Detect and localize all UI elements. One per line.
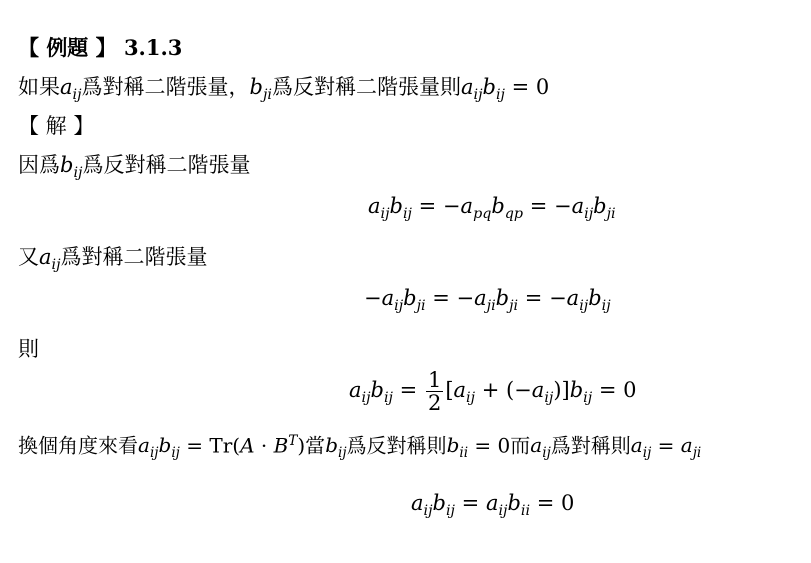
heading-open-bracket: 【 [18,35,39,60]
problem-statement: 如果$a_{ij}$爲對稱二階張量，$b_{ji}$爲反對稱二階張量則$a_{ij}b_{ij} = 0$ [18,75,550,103]
example-heading [18,34,182,62]
step-3-text: 則 [18,337,39,361]
fraction-one-half: $\frac{1}{2}$ [427,368,442,415]
solution-heading: 【 解 】 [18,114,95,138]
math-a: $a_{ij}$ [60,75,82,103]
equation-4: $a_{ij}b_{ij} = a_{ij}b_{ii} = 0$ [411,491,575,519]
math-b: $b_{ji}$ [249,75,272,103]
equation-2: $-a_{ij}b_{ji} = -a_{ji}b_{ji} = -a_{ij}b_{ij}$ [364,286,611,314]
example-number: 3.1.3 [123,35,183,60]
heading-title: 例題 [46,35,89,60]
step-2-text: 又$a_{ij}$爲對稱二階張量 [18,245,208,273]
math-product: $a_{ij}b_{ij}$ [460,75,505,103]
step-1-text: 因爲$b_{ij}$爲反對稱二階張量 [18,153,251,181]
heading-close-bracket: 】 [95,35,117,60]
equation-1: $a_{ij}b_{ij} = -a_{pq}b_{qp} = -a_{ij}b_{ji}$ [368,194,616,222]
step-4-text: 換個角度來看$a_{ij}b_{ij} = Tr(A \cdot B^T)$當$b_{ij}$爲反對稱則$b_{ii} = 0$而$a_{ij}$爲對稱則$a_{ij} = a_{ji}$ [18,433,702,462]
equation-3: $a_{ij}b_{ij}$ = $\frac{1}{2}$ $[a_{ij} + (-a_{ij})]b_{ij} = 0$ [349,368,637,415]
